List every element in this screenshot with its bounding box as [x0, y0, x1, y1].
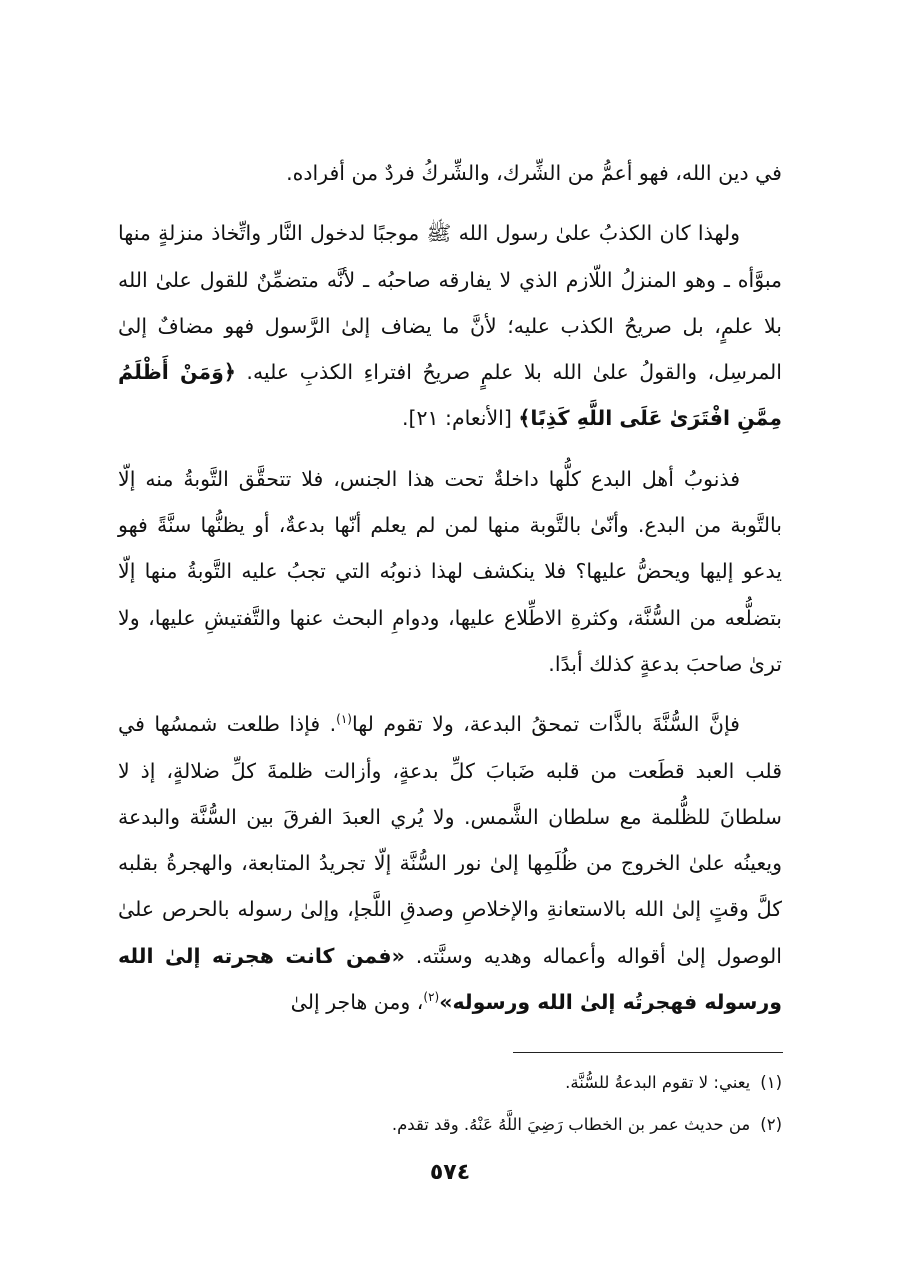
paragraph-4-text-a: فإنَّ السُّنَّةَ بالذَّات تمحقُ البدعة، ولا تقوم لها	[351, 712, 740, 737]
paragraph-1-text: في دين الله، فهو أعمُّ من الشِّرك، والشِّركُ فردٌ من أفراده.	[286, 161, 782, 185]
paragraph-4	[118, 701, 782, 1025]
quran-verse: ﴿وَمَنْ أَظْلَمُ مِمَّنِ افْتَرَىٰ عَلَى اللَّهِ كَذِبًا﴾	[118, 360, 782, 431]
main-text	[118, 150, 782, 1025]
footnote-ref-1[interactable]: (١)	[336, 712, 352, 727]
footnote-2-number: (٢)	[760, 1115, 782, 1134]
footnote-2	[118, 1104, 782, 1146]
paragraph-2	[118, 210, 782, 441]
paragraph-1	[118, 150, 782, 196]
paragraph-2-text: ولهذا كان الكذبُ علىٰ رسول الله ﷺ موجبًا لدخول النَّار واتِّخاذ منزلةٍ منها مبوَّأه ـ وهو المنزلُ اللّازم الذي لا يفارقه صاحبُه ـ لأنَّه متضمِّنٌ للقول علىٰ الله بلا علمٍ، بل صريحُ الكذب عليه؛ لأنَّ ما يضاف إلىٰ الرَّسول فهو مضافٌ إلىٰ المرسِل، والقولُ علىٰ الله بلا علمٍ صريحُ افتراءِ الكذبِ عليه.	[118, 221, 782, 385]
footnote-ref-2[interactable]: (٢)	[423, 990, 440, 1005]
footnote-2-text: من حديث عمر بن الخطاب رَضِيَ اللَّهُ عَنْهُ. وقد تقدم.	[391, 1115, 751, 1134]
paragraph-3-text: فذنوبُ أهل البدع كلُّها داخلةٌ تحت هذا الجنس، فلا تتحقَّق التَّوبةُ منه إلّا بالتَّوبة من البدع. وأنّىٰ بالتَّوبة منها لمن لم يعلم أنّها بدعةٌ، أو يظنُّها سنَّةً فهو يدعو إليها ويحضُّ عليها؟ فلا ينكشف لهذا ذنوبُه التي تجبُ عليه التَّوبةُ منها إلّا بتضلُّعه من السُّنَّة، وكثرةِ الاطِّلاع عليها، ودوامِ البحث عنها والتَّفتيشِ عليها، ولا ترىٰ صاحبَ بدعةٍ كذلك أبدًا.	[118, 466, 782, 676]
paragraph-4-text-c: ، ومن هاجر إلىٰ	[290, 990, 424, 1015]
footnote-1-text: يعني: لا تقوم البدعةُ للسُّنَّة.	[565, 1073, 751, 1092]
page-number: ٥٧٤	[429, 1160, 471, 1185]
hadith-quote: «فمن كانت هجرته إلىٰ الله ورسوله فهجرتُه إلىٰ الله ورسوله»	[118, 943, 782, 1015]
paragraph-4-text-b: . فإذا طلعت شمسُها في قلب العبد قطَعت من قلبه ضَبابَ كلِّ بدعةٍ، وأزالت ظلمةَ كلِّ ضلالةٍ، إذ لا سلطانَ للظُّلمة مع سلطان الشَّمس. ولا يُري العبدَ الفرقَ بين السُّنَّة والبدعة ويعينُه علىٰ الخروج من ظُلَمِها إلىٰ نور السُّنَّة إلّا تجريدُ المتابعة، والهجرةُ بقلبه كلَّ وقتٍ إلىٰ الله بالاستعانةِ والإخلاصِ وصدقِ اللَّجإ، وإلىٰ رسوله بالحرص علىٰ الوصول إلىٰ أقواله وأعماله وهديه وسنَّته.	[118, 712, 782, 968]
footnote-divider	[513, 1052, 783, 1053]
verse-reference: [الأنعام: ٢١].	[401, 406, 512, 431]
footnote-1-number: (١)	[760, 1073, 782, 1092]
footnote-1	[118, 1062, 782, 1104]
paragraph-3	[118, 456, 782, 687]
footnotes	[118, 1062, 782, 1146]
